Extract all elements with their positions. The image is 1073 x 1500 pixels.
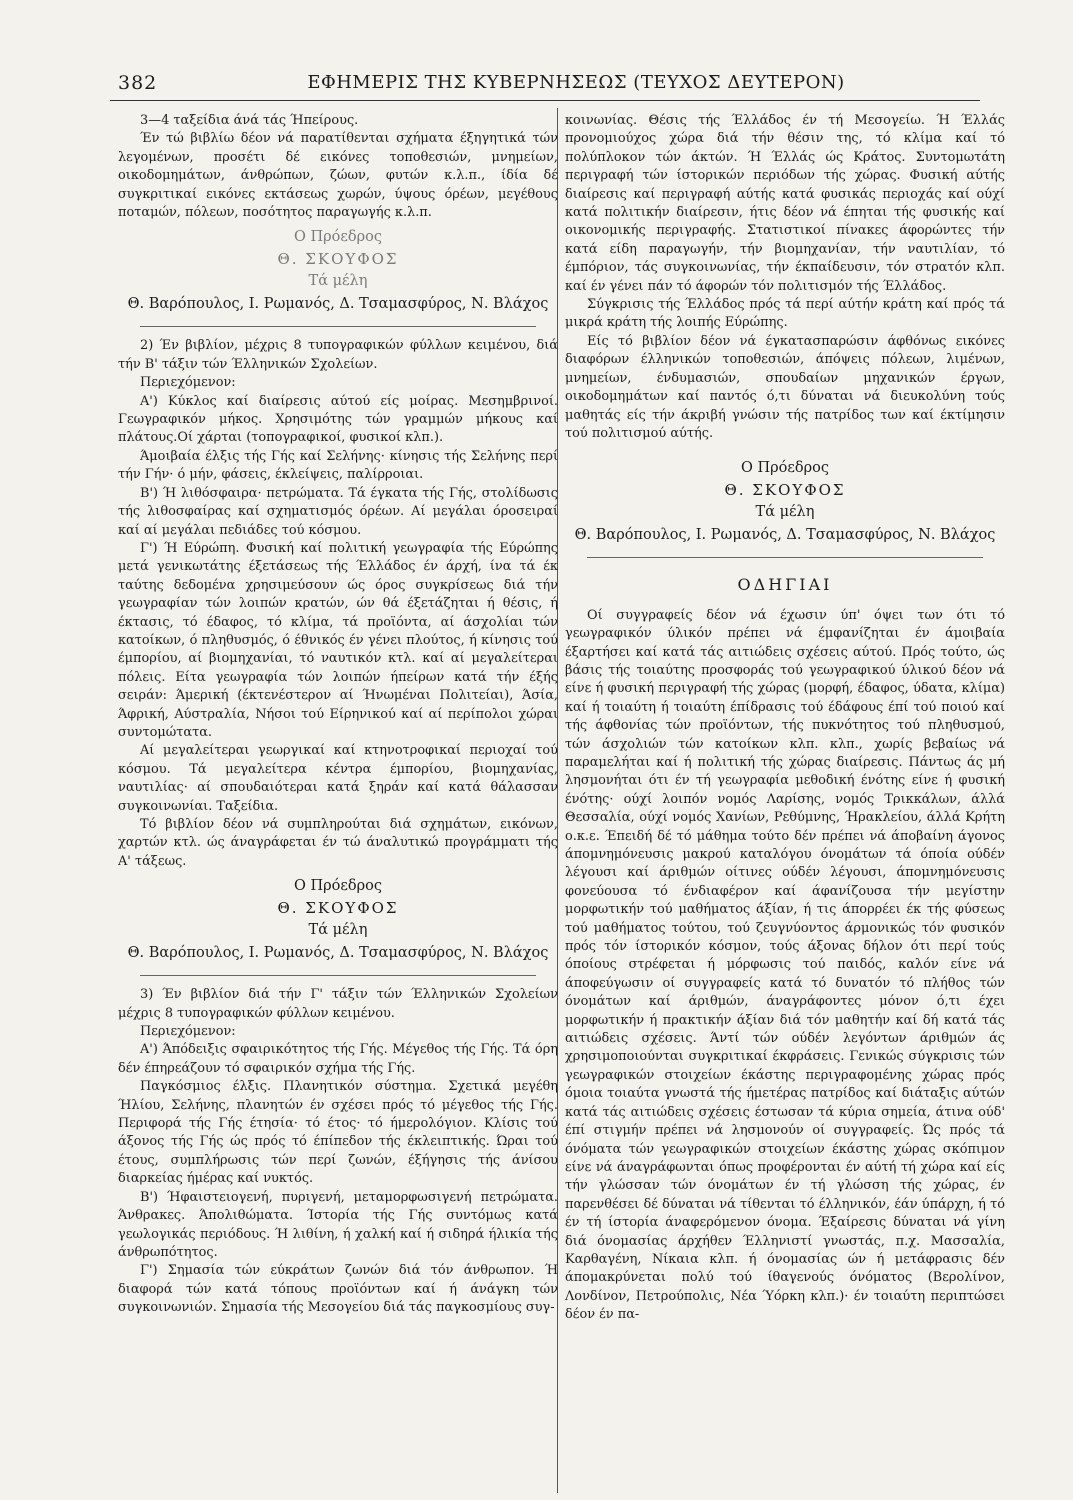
signature-block	[118, 226, 558, 316]
running-title: ΕΦΗΜΕΡΙΣ ΤΗΣ ΚΥΒΕΡΝΗΣΕΩΣ (ΤΕΥΧΟΣ ΔΕΥΤΕΡΟΝ)	[307, 72, 845, 93]
paragraph: Α') Κύκλος καί διαίρεσις αύτού είς μοίρας. Μεσημβρινοί. Γεωγραφικόν μήκος. Χρησιμότης τών γραμμών μήκους καί πλάτους.Οί χάρται (τοπογραφικοί, φυσικοί κλπ.).	[118, 393, 558, 446]
separator-rule	[140, 975, 536, 976]
president-name: Θ. ΣΚΟΥΦΟΣ	[277, 899, 399, 918]
page-header	[118, 72, 968, 102]
members-names: Θ. Βαρόπουλος, Ι. Ρωμανός, Δ. Τσαμασφύρος, Ν. Βλάχος	[574, 527, 996, 544]
members-label: Τά μέλη	[308, 922, 368, 939]
paragraph: Β') Ήφαιστειογενή, πυριγενή, μεταμορφωσιγενή πετρώματα. Άνθρακες. Άπολιθώματα. Ίστορία τής Γής συντόμως κατά γεωλογικάς περιόδους. Ή λιθίνη, ή χαλκή καί ή σιδηρά ήλικία τής άνθρωπότητος.	[118, 1189, 558, 1260]
paragraph: Αί μεγαλείτεραι γεωργικαί καί κτηνοτροφικαί περιοχαί τού κόσμου. Τά μεγαλείτερα κέντρα έμπορίου, βιομηχανίας, ναυτιλίας· αί σπουδαιότεραι κατά ξηράν καί κατά θάλασσαν συγκοινωνίαι. Ταξείδια.	[118, 743, 558, 814]
paragraph: Περιεχόμενον:	[140, 1024, 236, 1040]
paragraph: Οί συγγραφείς δέον νά έχωσιν ύπ' όψει των ότι τό γεωγραφικόν ύλικόν πρέπει νά έμφανίζηται έν άμοιβαία έξαρτήσει καί κατά τάς αιτιώδεις σχέσεις αύτού. Πρός τούτο, ώς βάσις τής τοιαύτης προσφοράς τού γεωγραφικού ύλικού δέον νά είνε ή φυσική περιγραφή τής χώρας (μορφή, έδαφος, ύδατα, κλίμα) καί ή τοιαύτη ή τοιαύτη έπίδρασις τού έδάφους έπί τού ποιού καί τής άφθονίας τών προϊόντων, τής πυκνότητος τού πληθυσμού, τών άσχολιών τών κατοίκων κλπ. κλπ., χωρίς βεβαίως νά παραμελήται καί ή πολιτική τής χώρας διαίρεσις. Πάντως άς μή λησμονήται ότι έν τή γεωγραφία μεθοδική ένότης είνε ή φυσική ένότης· ούχί λοιπόν νομός Λαρίσης, νομός Τρικκάλων, άλλά Θεσσαλία, ούχί νομός Χανίων, Ρεθύμνης, Ήρακλείου, άλλά Κρήτη ο.κ.ε. Έπειδή δέ τό μάθημα τούτο δέν πρέπει νά άποβαίνη άγονος άπομνημόνευσις μακρού καταλόγου όνομάτων τά όποία ούδέν λέγουσι καί άριθμών οίτινες ούδέν λέγουσι, άπομνημόνευσις φονεύουσα τό ένδιαφέρον καί άφανίζουσα τήν μεγίστην μορφωτικήν τού μαθήματος άξίαν, ή τις άπορρέει έκ τής φύσεως τού μαθήματος τούτου, τού ζευγνύοντος άρμονικώς τόν φυσικόν πρός τόν ίστορικόν κόσμον, τούς άξονας δήλον ότι περί τούς όποίους στρέφεται ή μόρφωσις τού παιδός, καλόν είνε νά άποφεύγωσιν οί συγγραφείς κατά τό δυνατόν τό πλήθος τών όνομάτων καί άριθμών, άναγράφοντες μόνον ό,τι έχει μορφωτικήν ή πρακτικήν άξίαν διά τόν μαθητήν καί δή κατά τάς αιτιώδεις σχέσεις. Άντί τών ούδέν λεγόντων άριθμών άς χρησιμοποιούνται συγκριτικαί έκφράσεις. Γενικώς σύγκρισις τών γεωγραφικών στοιχείων έκάστης περιγραφομένης χώρας πρός όμοια τοιαύτα γνωστά τής ήμετέρας πατρίδος καί διάταξις αύτών κατά τάς αιτιώδεις σχέσεις έστωσαν τά κύρια σημεία, άτινα ούδ' έπί στιγμήν πρέπει νά λησμονούν οί συγγραφείς. Ώς πρός τά όνόματα τών γεωγραφικών στοιχείων έκάστης χώρας σκόπιμον είνε νά άναγράφωνται όπως προφέρονται έν αύτή τή χώρα καί είς τήν γλώσσαν τών όνομάτων έν τή γλώσση τής χώρας, έν παρενθέσει δέ δύναται νά τίθενται τό έλληνικόν, έάν ύπάρχη, ή τό έν τή ίστορία άναφερόμενον όνομα. Έξαίρεσις δύναται νά γίνη διά όνομασίας άρχήθεν Έλληνιστί γνωστάς, π.χ. Μασσαλία, Καρθαγένη, Νίκαια κλπ. ή όνομασίας ών ή μετάφρασις δέν άπομακρύνεται πολύ τού ίθαγενούς όνόματος (Βερολίνον, Λονδίνον, Πετρούπολις, Νέα Ύόρκη κλπ.)· έν τοιαύτη περιπτώσει δέον έν πα-	[565, 607, 1005, 1323]
paragraph: Είς τό βιβλίον δέον νά έγκατασπαρώσιν άφθόνως εικόνες διαφόρων έλληνικών τοποθεσιών, άπόψεις πόλεων, λιμένων, μνημείων, ένδυμασιών, σπουδαίων μηχανικών έργων, οικοδομημάτων καί παντός ό,τι δύναται νά διευκολύνη τούς μαθητάς είς τήν άκριβή γνώσιν τής πατρίδος των καί έκτίμησιν τού πολιτισμού αύτής.	[565, 333, 1005, 441]
right-column	[565, 112, 1005, 1325]
page-number: 382	[118, 72, 158, 94]
paragraph: Α') Άπόδειξις σφαιρικότητος τής Γής. Μέγεθος τής Γής. Τά όρη δέν έπηρεάζουν τό σφαιρικόν σχήμα τής Γής.	[118, 1042, 558, 1076]
president-label: Ο Πρόεδρος	[293, 229, 382, 246]
paragraph: 3—4 ταξείδια άνά τάς Ήπείρους.	[140, 113, 359, 128]
president-label: Ο Πρόεδρος	[740, 460, 829, 477]
header-rule	[110, 100, 980, 101]
signature-block	[118, 875, 558, 965]
paragraph: Β') Ή λιθόσφαιρα· πετρώματα. Τά έγκατα τής Γής, στολίδωσις τής λιθοσφαίρας καί σχηματισμός όρέων. Αί μεγάλαι όροσειραί καί αί μεγάλαι πεδιάδες τού κόσμου.	[118, 485, 558, 538]
president-name: Θ. ΣΚΟΥΦΟΣ	[277, 250, 399, 269]
paragraph: 3) Έν βιβλίον διά τήν Γ' τάξιν τών Έλληνικών Σχολείων μέχρις 8 τυπογραφικών φύλλων κειμένου.	[118, 987, 558, 1021]
left-column	[118, 112, 558, 1318]
section-title: ΟΔΗΓΙΑΙ	[737, 575, 833, 595]
paragraph: κοινωνίας. Θέσις τής Έλλάδος έν τή Μεσογείω. Ή Έλλάς προνομιούχος χώρα διά τήν θέσιν της, τό κλίμα καί τό πολύπλοκον τών άκτών. Ή Έλλάς ώς Κράτος. Συντομωτάτη περιγραφή τών ίστορικών περιόδων τής χώρας. Φυσική αύτής διαίρεσις καί περιγραφή αύτής κατά φυσικάς περιοχάς καί ούχί κατά πολιτικήν διαίρεσιν, ήτις δέον νά έπηται τής φυσικής καί οικονομικής περιγραφής. Στατιστικοί πίνακες άφορώντες τήν κατά είδη παραγωγήν, τήν βιομηχανίαν, τήν ναυτιλίαν, τό έμπόριον, τάς συγκοινωνίας, τήν έκπαίδευσιν, τόν στρατόν κλπ. καί έν γένει πάν τό άφορών τόν πολιτισμόν τής Έλλάδος.	[565, 113, 1005, 294]
signature-block	[565, 457, 1005, 547]
paragraph: 2) Έν βιβλίον, μέχρις 8 τυπογραφικών φύλλων κειμένου, διά τήν Β' τάξιν τών Έλληνικών Σχολείων.	[118, 338, 558, 372]
spacer	[565, 443, 1005, 453]
members-names: Θ. Βαρόπουλος, Ι. Ρωμανός, Δ. Τσαμασφύρος, Ν. Βλάχος	[127, 296, 549, 313]
paragraph: Γ') Σημασία τών εύκράτων ζωνών διά τόν άνθρωπον. Ή διαφορά τών κατά τόπους προϊόντων καί ή άνάγκη τών συγκοινωνιών. Σημασία τής Μεσογείου διά τάς παγκοσμίους συγ-	[118, 1263, 558, 1316]
separator-rule	[140, 326, 536, 327]
paragraph: Τό βιβλίον δέον νά συμπληρούται διά σχημάτων, εικόνων, χαρτών κτλ. ώς άναγράφεται έν τώ άναλυτικώ προγράμματι τής Α' τάξεως.	[118, 817, 558, 869]
paragraph: Περιεχόμενον:	[140, 375, 236, 391]
president-label: Ο Πρόεδρος	[293, 878, 382, 895]
paragraph: Άμοιβαία έλξις τής Γής καί Σελήνης· κίνησις τής Σελήνης περί τήν Γήν· ό μήν, φάσεις, έκλείψεις, παλίρροιαι.	[118, 448, 558, 483]
paragraph: Γ') Ή Εύρώπη. Φυσική καί πολιτική γεωγραφία τής Εύρώπης μετά γενικωτάτης έξετάσεως τής Έλλάδος έν άρχή, ίνα τά έκ ταύτης δεδομένα χρησιμεύσουν ώς όρος συγκρίσεως διά τήν γεωγραφίαν τών λοιπών κρατών, ών θά έξετάζηται ή θέσις, ή έκτασις, τό έδαφος, τό κλίμα, τά προϊόντα, αί άσχολίαι τών κατοίκων, ό πληθυσμός, ό έθνικός έν γένει πλούτος, ή κίνησις τού έμπορίου, αί βιομηχανίαι, τό ναυτικόν κτλ. καί αί μεγαλείτεραι πόλεις. Είτα γεωγραφία τών λοιπών ήπείρων κατά τήν έξής σειράν: Άμερική (έκτενέστερον αί Ήνωμέναι Πολιτείαι), Άσία, Άφρική, Αύστραλία, Νήσοι τού Είρηνικού καί αί περίπολοι χώραι συντομώτατα.	[118, 540, 558, 740]
paragraph: Σύγκρισις τής Έλλάδος πρός τά περί αύτήν κράτη καί πρός τά μικρά κράτη τής λοιπής Εύρώπης.	[565, 297, 1005, 331]
paragraph: Παγκόσμιος έλξις. Πλανητικόν σύστημα. Σχετικά μεγέθη Ήλίου, Σελήνης, πλανητών έν σχέσει πρός τό μέγεθος τής Γής. Περιφορά τής Γής έτησία· τό έτος· τό ήμερολόγιον. Κλίσις τού άξονος τής Γής ώς πρός τό έπίπεδον τής έκλειπτικής. Ώραι τού έτους, συμπλήρωσις τών περί ζωνών, έξήγησις τής άνίσου διαρκείας ήμέρας καί νυκτός.	[118, 1079, 558, 1187]
members-names: Θ. Βαρόπουλος, Ι. Ρωμανός, Δ. Τσαμασφύρος, Ν. Βλάχος	[127, 945, 549, 962]
separator-rule	[587, 557, 983, 558]
members-label: Τά μέλη	[308, 273, 368, 290]
paragraph: Έν τώ βιβλίω δέον νά παρατίθενται σχήματα έξηγητικά τών λεγομένων, προσέτι δέ εικόνες τοποθεσιών, μνημείων, οικοδομημάτων, άνθρώπων, ζώων, φυτών κ.λ.π., ίδία δέ συγκριτικαί εικόνες εκτάσεως χωρών, ύψους όρέων, μεγέθους ποταμών, πόλεων, ποσότητος παραγωγής κ.λ.π.	[118, 131, 558, 221]
members-label: Τά μέλη	[755, 504, 815, 521]
president-name: Θ. ΣΚΟΥΦΟΣ	[724, 481, 846, 500]
